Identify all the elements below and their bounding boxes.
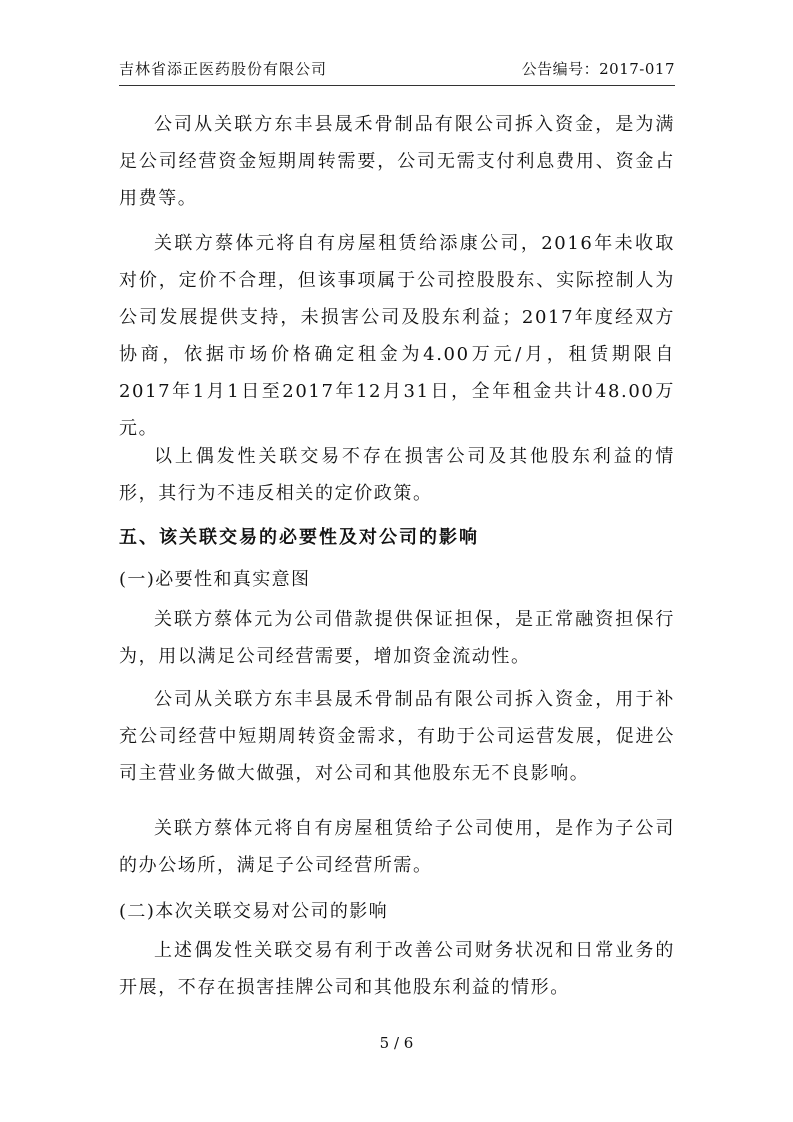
- page-number: 5 / 6: [379, 1034, 414, 1052]
- paragraph-guarantee: 关联方蔡体元为公司借款提供保证担保，是正常融资担保行为，用以满足公司经营需要，增加资金流动性。: [119, 609, 675, 667]
- section-title: 五、该关联交易的必要性及对公司的影响: [119, 527, 479, 548]
- subsection-title-impact: (二)本次关联交易对公司的影响: [119, 901, 389, 922]
- page-header: [119, 58, 675, 84]
- subsection-title-necessity: (一)必要性和真实意图: [119, 569, 311, 590]
- paragraph-office-lease: 关联方蔡体元将自有房屋租赁给子公司使用，是作为子公司的办公场所，满足子公司经营所需。: [119, 818, 675, 876]
- paragraph-house-lease: 关联方蔡体元将自有房屋租赁给添康公司，2016年未收取对价，定价不合理，但该事项属于公司控股股东、实际控制人为公司发展提供支持，未损害公司及股东利益；2017年度经双方协商，依据市场价格确定租金为4.00万元/月，租赁期限自2017年1月1日至2017年12月31日，全年租金共计48.00万元。: [119, 233, 675, 439]
- company-name: 吉林省添正医药股份有限公司: [119, 60, 328, 78]
- announcement-number: 公告编号：2017-017: [521, 60, 675, 78]
- paragraph-impact: 上述偶发性关联交易有利于改善公司财务状况和日常业务的开展，不存在损害挂牌公司和其他股东利益的情形。: [119, 940, 675, 998]
- paragraph-conclusion: 以上偶发性关联交易不存在损害公司及其他股东利益的情形，其行为不违反相关的定价政策。: [119, 446, 675, 504]
- header-divider: [119, 85, 675, 86]
- paragraph-fund-borrowing: 公司从关联方东丰县晟禾骨制品有限公司拆入资金，是为满足公司经营资金短期周转需要，公司无需支付利息费用、资金占用费等。: [119, 114, 675, 209]
- paragraph-fund-purpose: 公司从关联方东丰县晟禾骨制品有限公司拆入资金，用于补充公司经营中短期周转资金需求，有助于公司运营发展，促进公司主营业务做大做强，对公司和其他股东无不良影响。: [119, 689, 675, 784]
